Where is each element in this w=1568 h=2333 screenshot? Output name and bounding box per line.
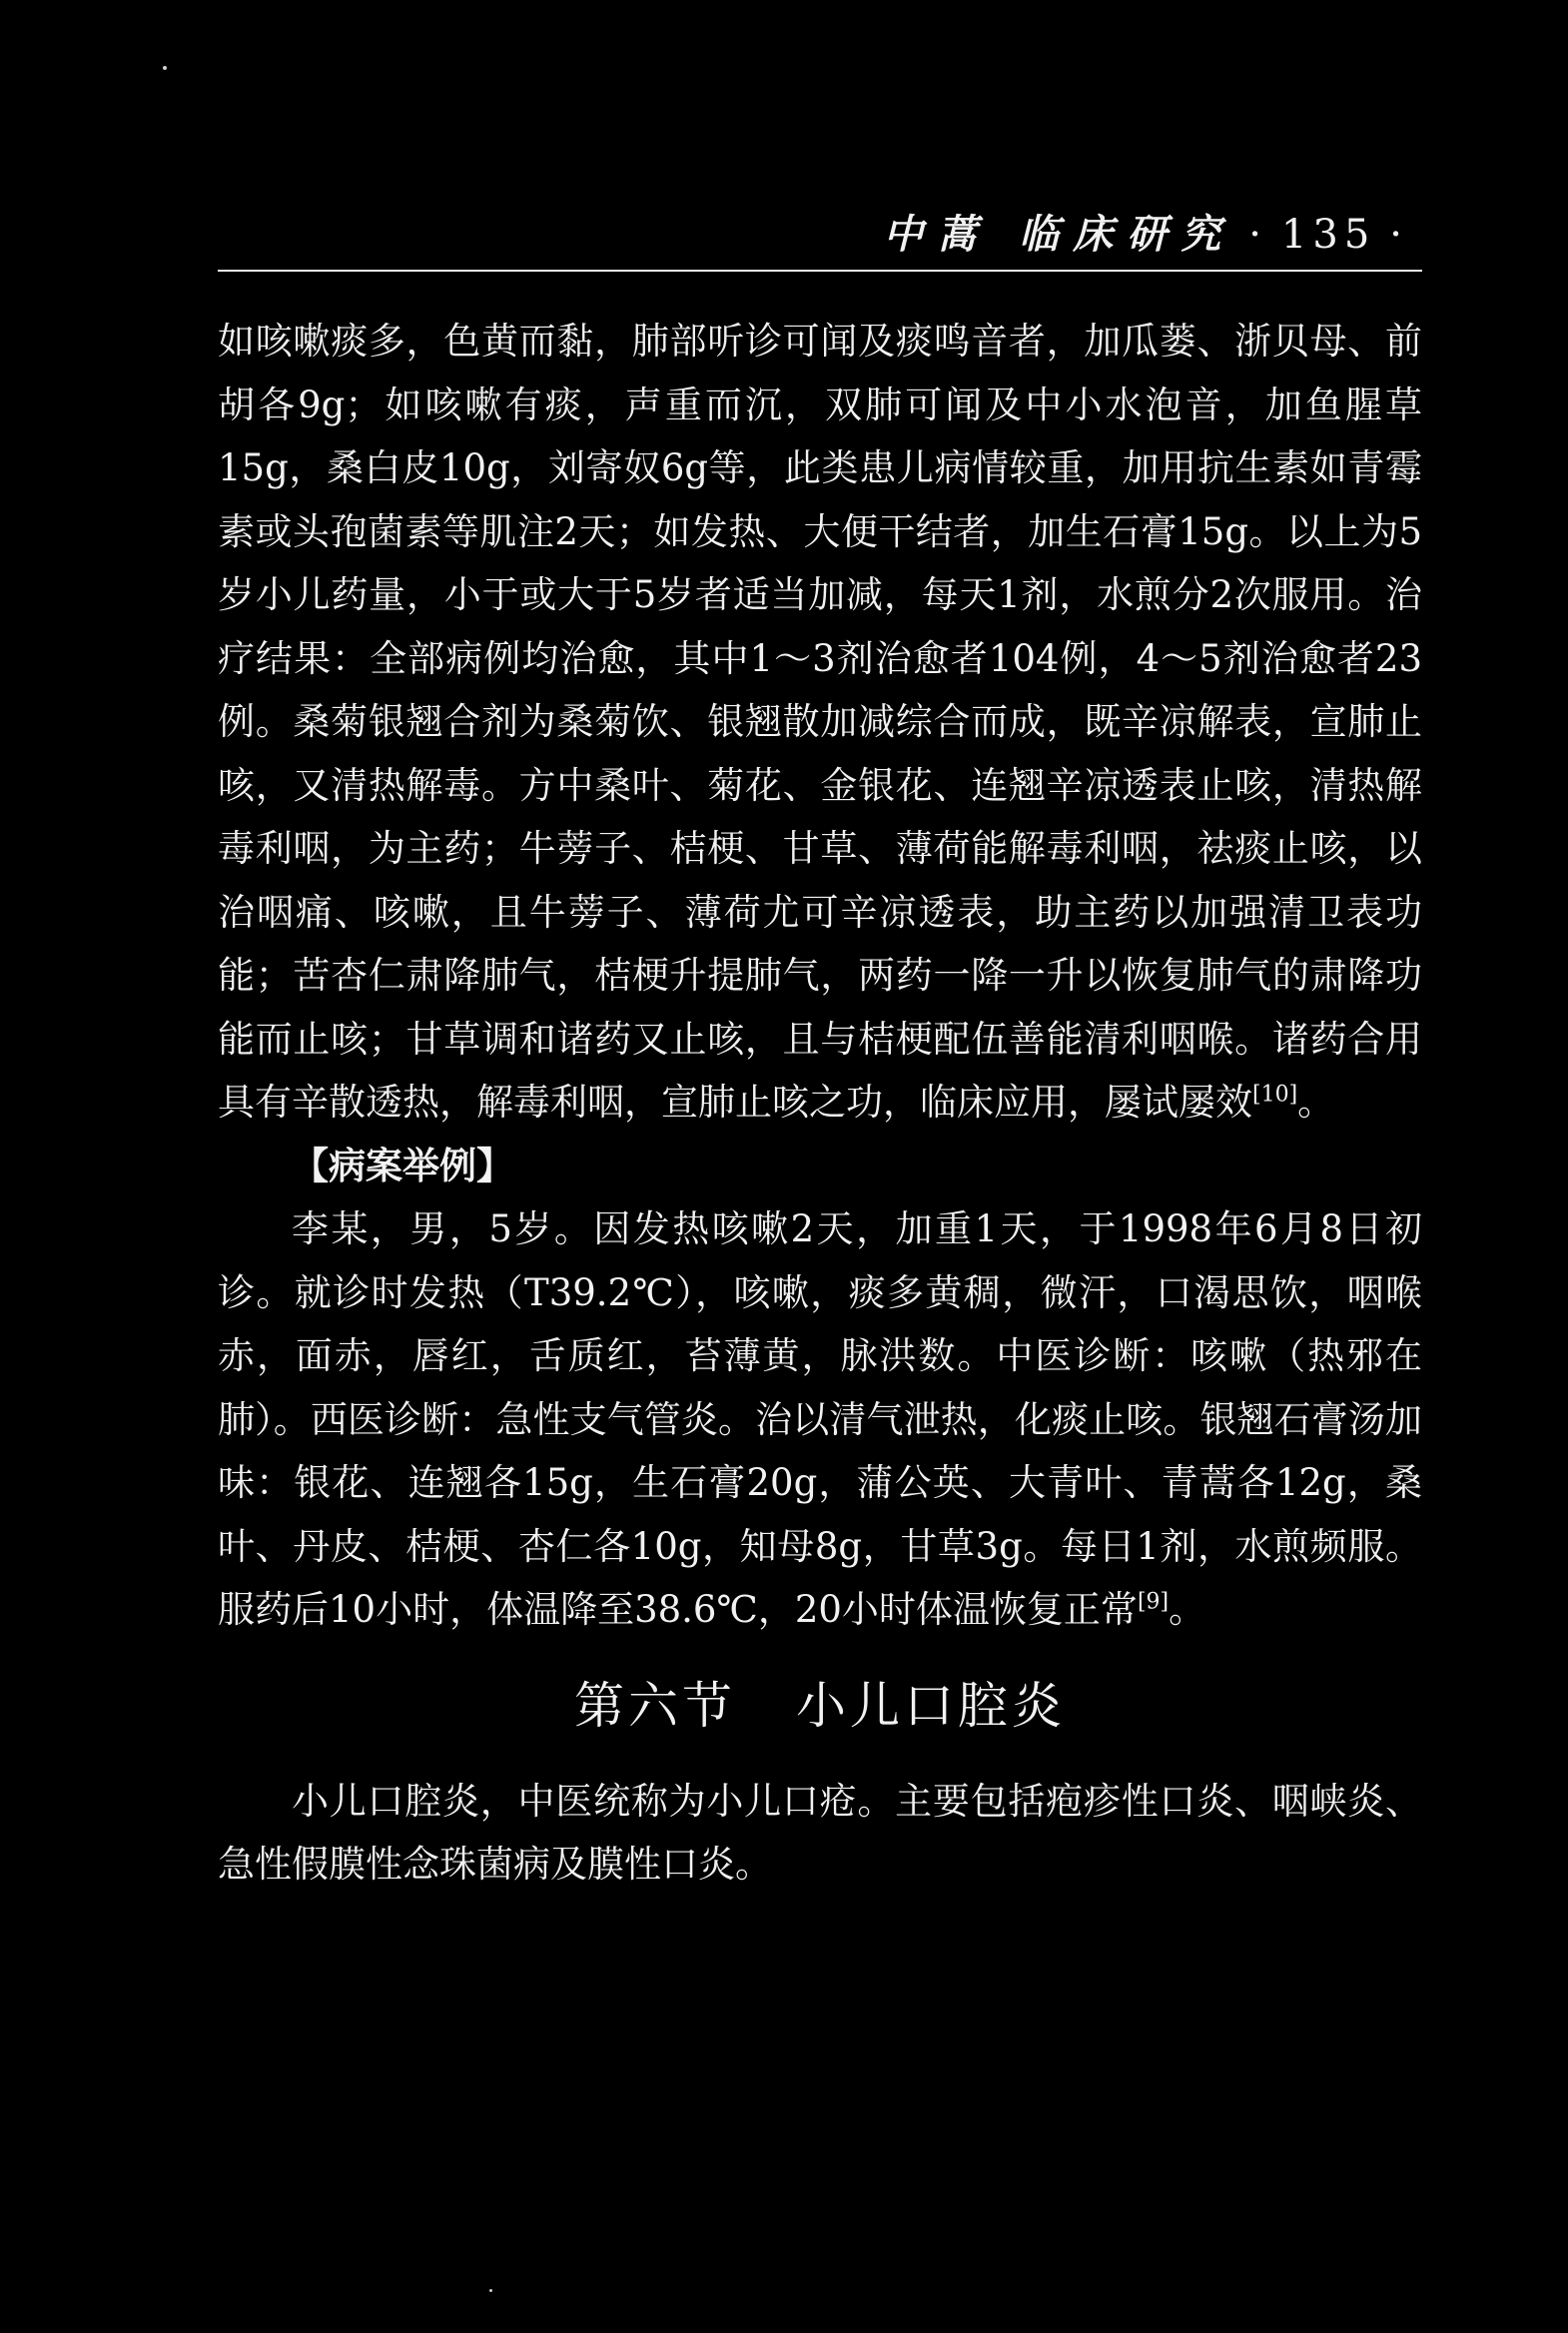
citation-10: [10] (1252, 1082, 1298, 1108)
running-header-title: 中蒿 临床研究 (883, 211, 1235, 258)
header-dot-right: · (1389, 212, 1408, 258)
running-header (218, 205, 1422, 265)
section-number: 第六节 (574, 1676, 736, 1735)
section-name: 小儿口腔炎 (796, 1676, 1066, 1735)
paragraph-treatment (218, 310, 1422, 1135)
paragraph-stomatitis: 小儿口腔炎，中医统称为小儿口疮。主要包括疱疹性口炎、咽峡炎、急性假膜性念珠菌病及膜性口炎。 (218, 1779, 1422, 1886)
page-number: 135 (1280, 212, 1376, 258)
scan-speck (489, 2289, 492, 2292)
header-dot-left: · (1248, 212, 1267, 258)
paragraph-case-end: 。 (1169, 1588, 1206, 1631)
scan-speck (163, 66, 167, 70)
header-rule (218, 270, 1422, 272)
paragraph-case (218, 1197, 1422, 1642)
citation-9: [9] (1137, 1589, 1170, 1615)
case-heading: 【病案举例】 (292, 1143, 513, 1187)
page-body (218, 310, 1422, 1897)
paragraph-case-text: 李某，男，5岁。因发热咳嗽2天，加重1天，于1998年6月8日初诊。就诊时发热（T39.2℃），咳嗽，痰多黄稠，微汗，口渴思饮，咽喉赤，面赤，唇红，舌质红，苔薄黄，脉洪数。中医诊断：咳嗽（热邪在肺）。西医诊断：急性支气管炎。治以清气泄热，化痰止咳。银翘石膏汤加味：银花、连翘各15g，生石膏20g，蒲公英、大青叶、青蒿各12g，桑叶、丹皮、桔梗、杏仁各10g，知母8g，甘草3g。每日1剂，水煎频服。服药后10小时，体温降至38.6℃，20小时体温恢复正常 (218, 1207, 1422, 1631)
section-title (218, 1668, 1422, 1744)
paragraph-treatment-text: 如咳嗽痰多，色黄而黏，肺部听诊可闻及痰鸣音者，加瓜蒌、浙贝母、前胡各9g；如咳嗽有痰，声重而沉，双肺可闻及中小水泡音，加鱼腥草15g，桑白皮10g，刘寄奴6g等，此类患儿病情较重，加用抗生素如青霉素或头孢菌素等肌注2天；如发热、大便干结者，加生石膏15g。以上为5岁小儿药量，小于或大于5岁者适当加减，每天1剂，水煎分2次服用。治疗结果：全部病例均治愈，其中1～3剂治愈者104例，4～5剂治愈者23例。桑菊银翘合剂为桑菊饮、银翘散加减综合而成，既辛凉解表，宣肺止咳，又清热解毒。方中桑叶、菊花、金银花、连翘辛凉透表止咳，清热解毒利咽，为主药；牛蒡子、桔梗、甘草、薄荷能解毒利咽，祛痰止咳，以治咽痛、咳嗽，且牛蒡子、薄荷尤可辛凉透表，助主药以加强清卫表功能；苦杏仁肃降肺气，桔梗升提肺气，两药一降一升以恢复肺气的肃降功能而止咳；甘草调和诸药又止咳，且与桔梗配伍善能清利咽喉。诸药合用具有辛散透热，解毒利咽，宣肺止咳之功，临床应用，屡试屡效 (218, 320, 1422, 1124)
paragraph-treatment-end: 。 (1297, 1081, 1335, 1124)
